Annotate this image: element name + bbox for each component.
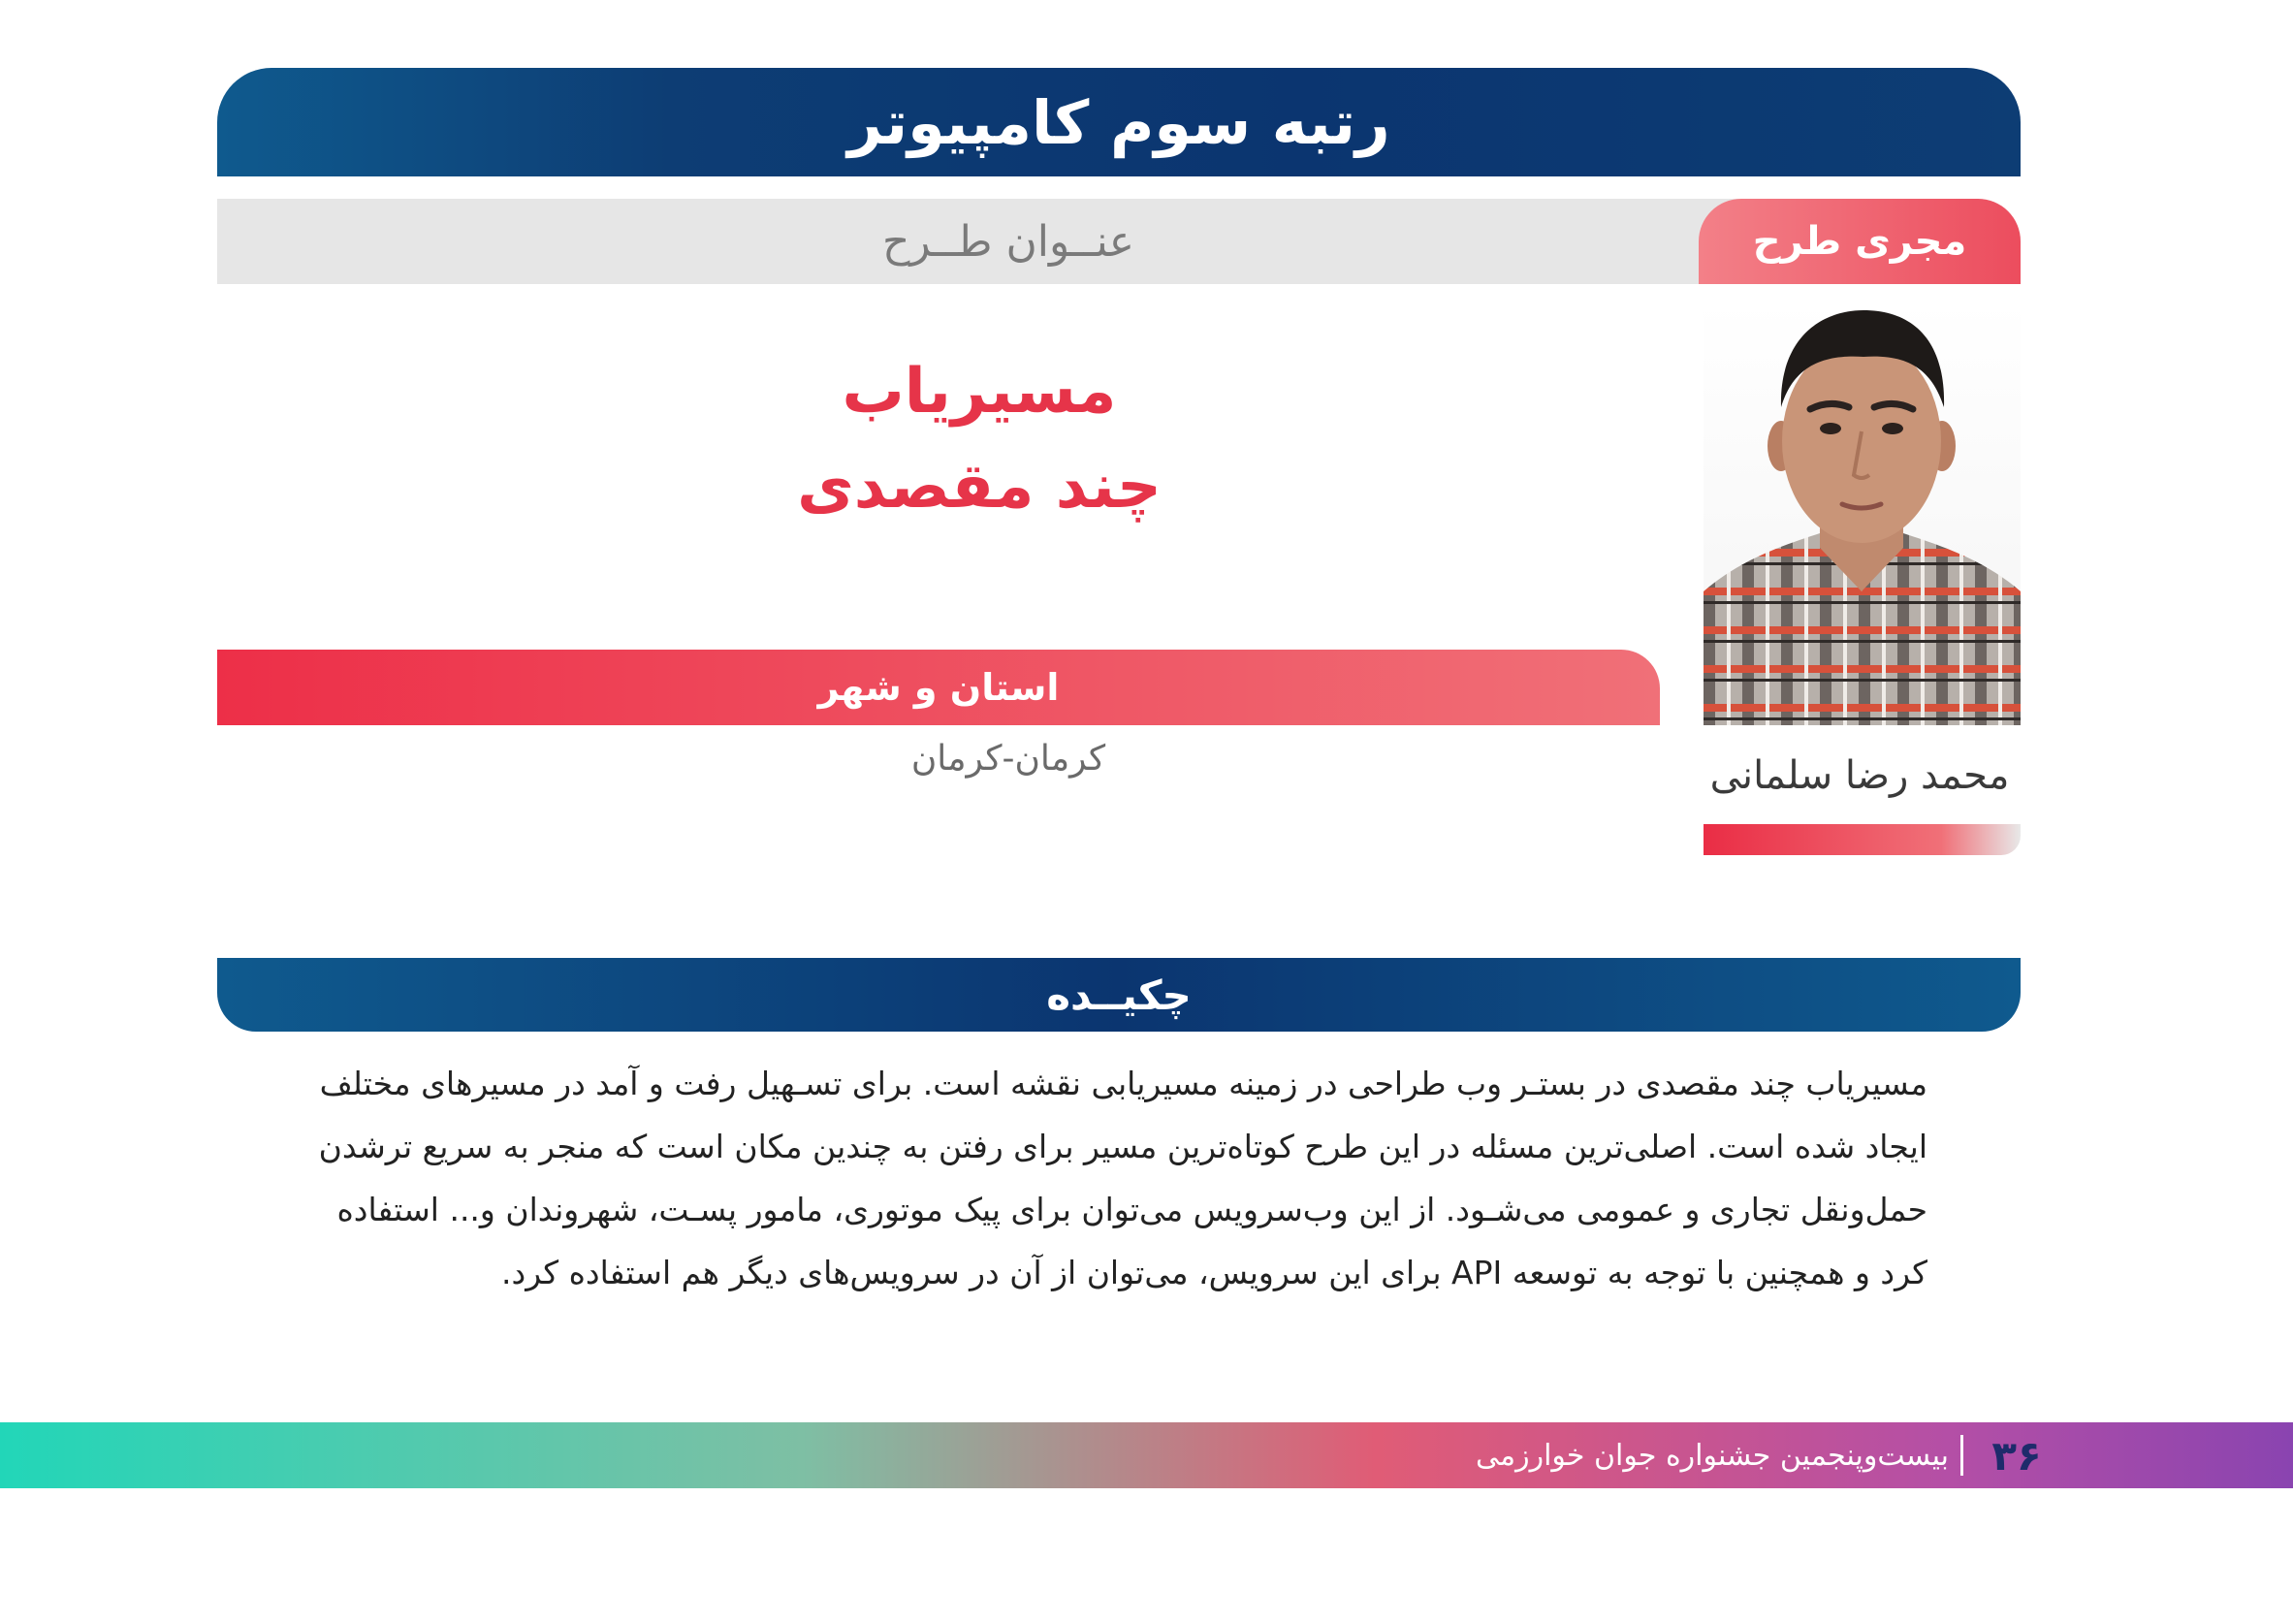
abstract-line: مسیریاب چند مقصدی در بستـر وب طراحی در زمینه مسیریابی نقشه است. برای تسـهیل رفت و آمد در مسیرهای مختلف <box>319 1065 1927 1102</box>
festival-name: بیست‌وپنجمین جشنواره جوان خوارزمی <box>1476 1438 1949 1473</box>
presenter-label: مجری طرح <box>1752 219 1967 264</box>
footer-strip <box>0 1422 2293 1488</box>
portrait-image <box>1704 301 2021 725</box>
presenter-photo <box>1704 301 2021 725</box>
abstract-line: حمل‌ونقل تجاری و عمومی می‌شـود. از این وب‌سرویس می‌توان برای پیک موتوری، مامور پسـت، شهروندان و... استفاده <box>336 1191 1927 1228</box>
rank-banner <box>217 68 2021 176</box>
presenter-name: محمد رضا سلمانی <box>1709 753 2010 798</box>
abstract-header <box>217 958 2021 1032</box>
abstract-line: کرد و همچنین با توجه به توسعه API برای این سرویس، می‌توان از آن در سرویس‌های دیگر هم استفاده کرد. <box>501 1254 1927 1291</box>
project-name <box>679 344 1280 534</box>
page-number: ۳۶ <box>1991 1431 2042 1480</box>
rank-title: رتبه سوم کامپیوتر <box>847 86 1390 158</box>
project-title-label: عنــوان طــرح <box>881 216 1135 267</box>
abstract-title: چکیــده <box>1046 971 1192 1019</box>
location-bar <box>217 650 1660 725</box>
project-name-line-2: چند مقصدی <box>797 451 1162 523</box>
location-value: کرمان-کرمان <box>910 738 1106 779</box>
presenter-name-underline <box>1704 824 2021 855</box>
abstract-line: ایجاد شده است. اصلی‌ترین مسئله در این طرح کوتاه‌ترین مسیر برای رفتن به چندین مکان است که منجر به سریع‌ ترشدن <box>318 1128 1927 1165</box>
presenter-tab <box>1699 199 2021 284</box>
footer-divider <box>1960 1435 1963 1476</box>
project-name-line-1: مسیریاب <box>842 356 1117 428</box>
abstract-body <box>310 1052 1927 1304</box>
location-label: استان و شهر <box>817 666 1060 709</box>
